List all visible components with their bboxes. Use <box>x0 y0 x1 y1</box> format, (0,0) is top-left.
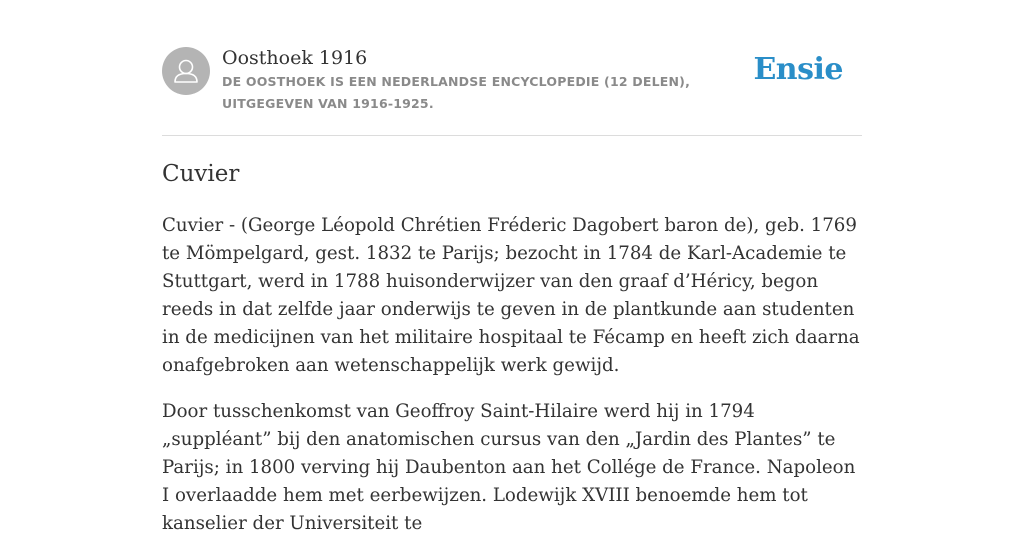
article-paragraph: Door tusschenkomst van Geoffroy Saint-Hilaire werd hij in 1794 „suppléant” bij den anatomischen cursus van den „Jardin des Plantes” te Parijs; in 1800 verving hij Daubenton aan het Collége de France. Napoleon I overlaadde hem met eerbewijzen. Lodewijk XVIII benoemde hem tot kanselier der Universiteit te <box>162 401 856 534</box>
source-header <box>162 0 862 136</box>
source-title[interactable]: Oosthoek 1916 <box>222 47 368 69</box>
user-icon <box>162 47 210 95</box>
page <box>162 0 862 534</box>
source-description: DE OOSTHOEK IS EEN NEDERLANDSE ENCYCLOPEDIE (12 DELEN), UITGEGEVEN VAN 1916-1925. <box>222 74 691 111</box>
article-paragraph: Cuvier - (George Léopold Chrétien Fréderic Dagobert baron de), geb. 1769 te Mömpelgard, gest. 1832 te Parijs; bezocht in 1784 de Karl-Academie te Stuttgart, werd in 1788 huisonderwijzer van den graaf d’Héricy, begon reeds in dat zelfde jaar onderwijs te geven in de plantkunde aan studenten in de medicijnen van het militaire hospitaal te Fécamp en heeft zich daarna onafgebroken aan wetenschappelijk werk gewijd. <box>162 215 860 376</box>
ensie-logo-link[interactable]: Ensie <box>753 52 843 87</box>
article-body <box>162 212 862 556</box>
source-info <box>222 45 762 115</box>
article-title: Cuvier <box>162 161 240 187</box>
source-avatar[interactable] <box>162 47 210 95</box>
